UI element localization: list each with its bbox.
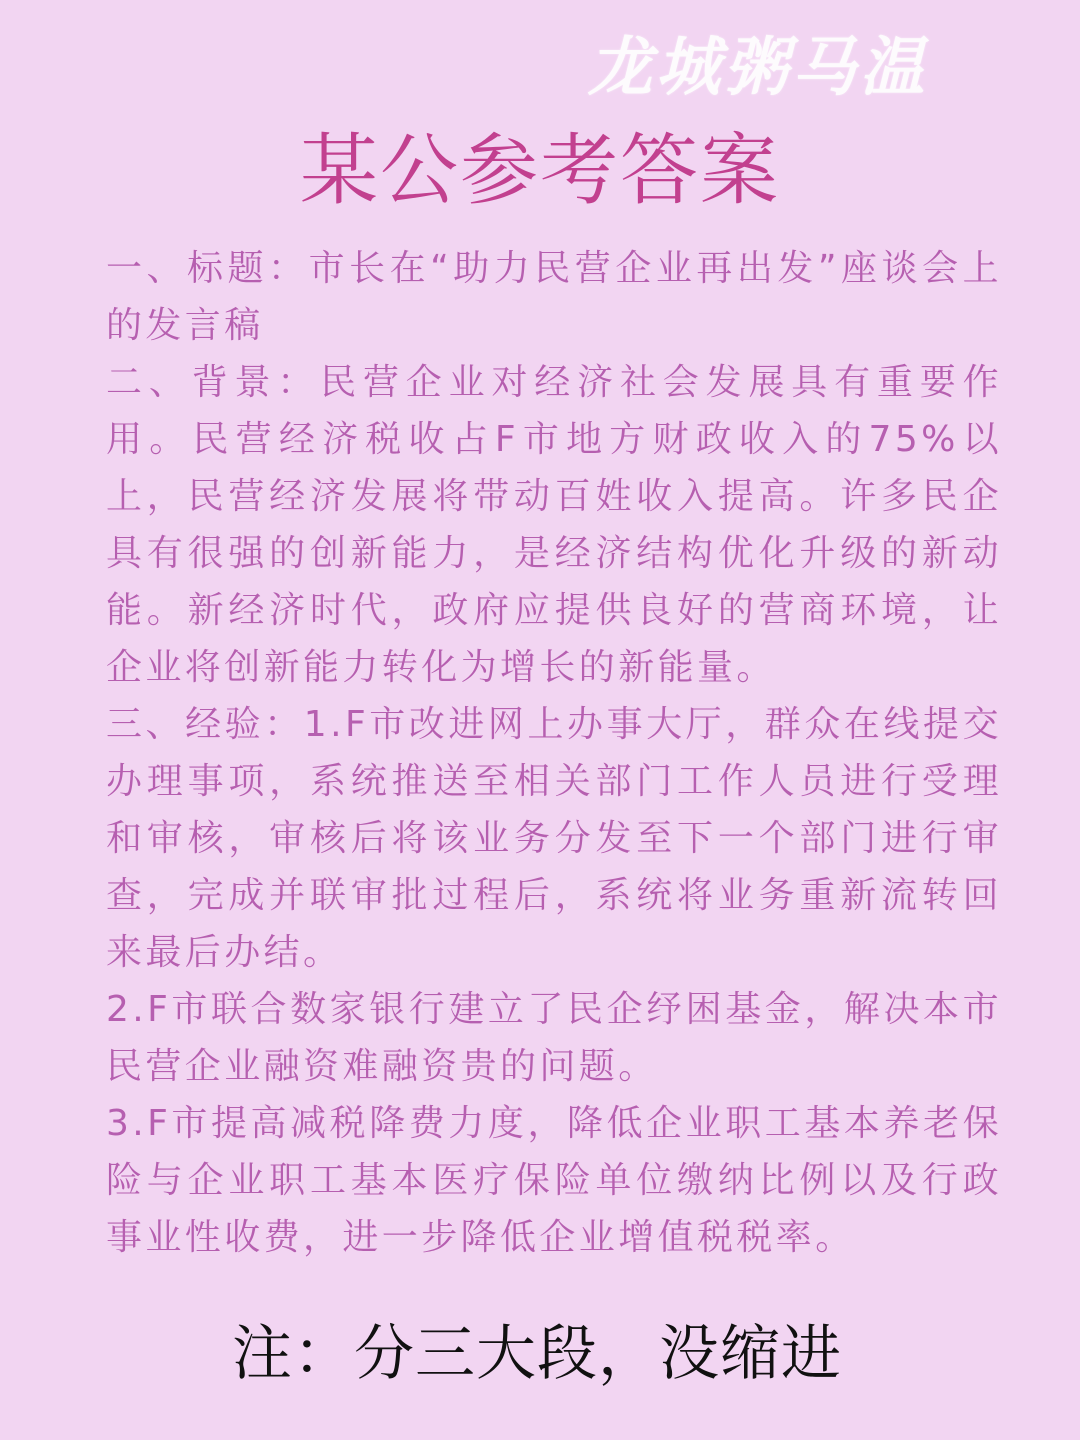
paragraph-experience-1: 三、经验：1.F市改进网上办事大厅，群众在线提交办理事项，系统推送至相关部门工作人员进行受理和审核，审核后将该业务分发至下一个部门进行审查，完成并联审批过程后，系统将业务重新流转回来最后办结。 [106,704,1002,973]
paragraph-experience-3: 3.F市提高减税降费力度，降低企业职工基本养老保险与企业职工基本医疗保险单位缴纳比例以及行政事业性收费，进一步降低企业增值税税率。 [106,1103,1002,1258]
footnote: 注：分三大段，没缩进 [232,1319,842,1389]
paragraph-background: 二、背景：民营企业对经济社会发展具有重要作用。民营经济税收占F市地方财政收入的75%以上，民营经济发展将带动百姓收入提高。许多民企具有很强的创新能力，是经济结构优化升级的新动能。新经济时代，政府应提供良好的营商环境，让企业将创新能力转化为增长的新能量。 [106,362,1002,688]
paragraph-experience-2: 2.F市联合数家银行建立了民企纾困基金，解决本市民营企业融资难融资贵的问题。 [106,989,1002,1087]
page-title: 某公参考答案 [299,126,780,216]
paragraph-title: 一、标题：市长在“助力民营企业再出发”座谈会上的发言稿 [106,248,1002,346]
watermark-text: 龙城粥马温 [588,30,928,105]
answer-body [106,240,1002,1266]
